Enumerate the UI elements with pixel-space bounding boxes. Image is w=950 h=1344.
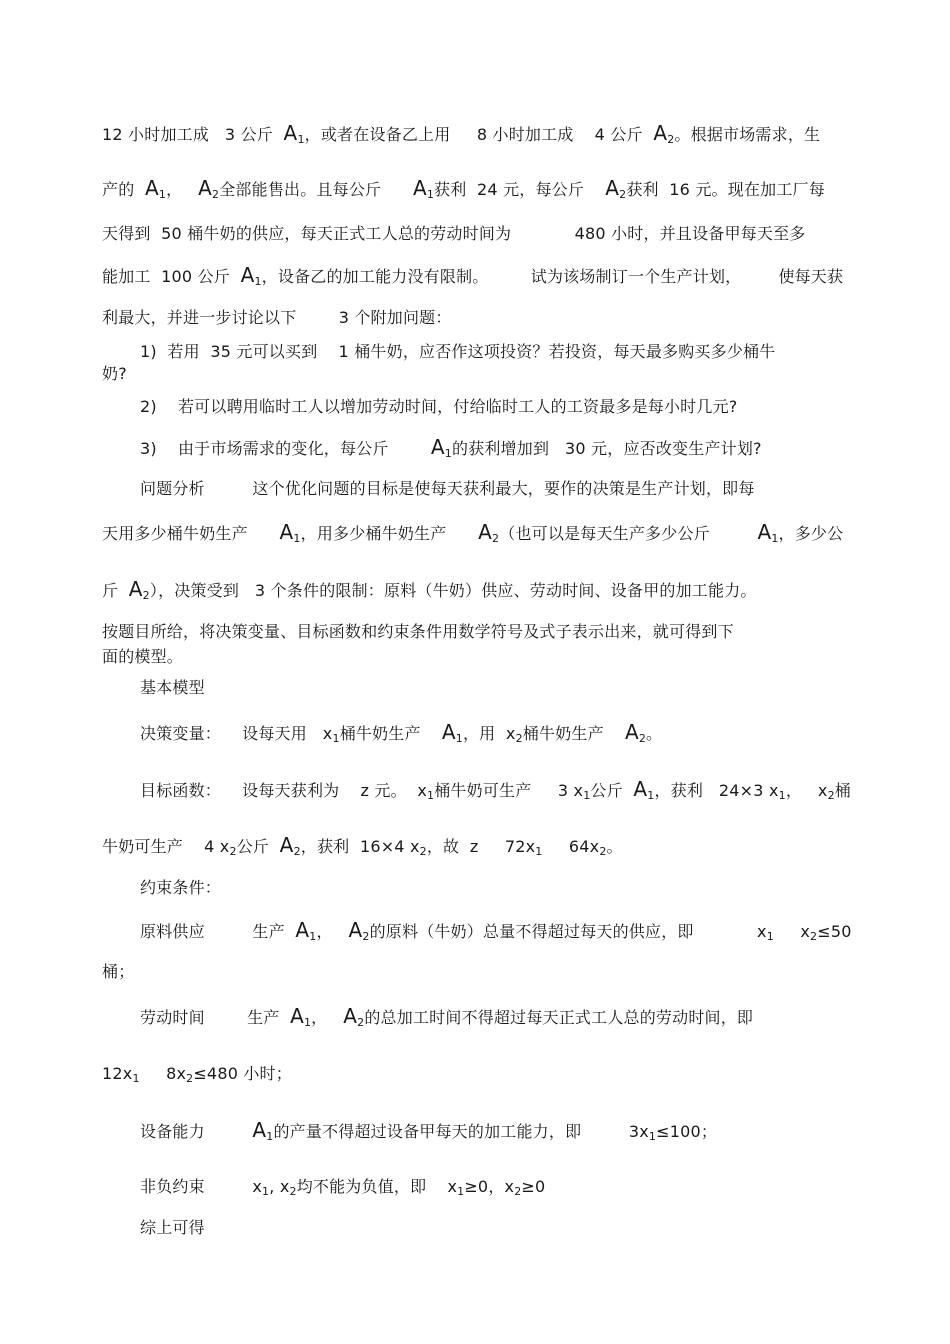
constraints-heading: 约束条件： xyxy=(140,878,222,897)
decision-variables: 决策变量： 设每天用 $x_1$桶牛奶生产 $A_1$，用 $x_2$桶牛奶生产 $A_2$。 xyxy=(140,720,663,745)
analysis-line-3: 斤 $A_2$），决策受到 3 个条件的限制：原料（牛奶）供应、劳动时间、设备甲的加工能力。 xyxy=(102,577,757,602)
summary-line: 综上可得 xyxy=(140,1218,205,1237)
constraint-equipment: 设备能力 $A_1$的产量不得超过设备甲每天的加工能力，即 $3x_1\le 100$； xyxy=(140,1118,718,1143)
constraint-raw-material-cont: 桶； xyxy=(102,962,135,981)
text-line-5: 利最大，并进一步讨论以下 3 个附加问题： xyxy=(102,308,452,327)
analysis-line-2: 天用多少桶牛奶生产 $A_1$，用多少桶牛奶生产 $A_2$（也可以是每天生产多少公斤 $A_1$，多少公 xyxy=(102,520,844,545)
question-1-cont: 奶? xyxy=(102,364,127,383)
question-1: 1) 若用 35 元可以买到 1 桶牛奶，应否作这项投资？若投资，每天最多购买多少桶牛 xyxy=(140,342,776,361)
question-3: 3) 由于市场需求的变化，每公斤 $A_1$的获利增加到 30 元，应否改变生产计划? xyxy=(140,435,762,460)
text-line-2: 产的 $A_1$， $A_2$全部能售出。且每公斤 $A_1$获利 24 元，每公斤 $A_2$获利 16 元。现在加工厂每 xyxy=(102,176,825,201)
analysis-line-4: 按题目所给，将决策变量、目标函数和约束条件用数学符号及式子表示出来，就可得到下 xyxy=(102,622,734,641)
constraint-nonnegative: 非负约束 $x_1$, $x_2$均不能为负值，即 $x_1\ge 0$，$x_2\ge 0$ xyxy=(140,1177,546,1198)
section-basic-model: 基本模型 xyxy=(140,678,205,697)
analysis-line-5: 面的模型。 xyxy=(102,647,184,666)
problem-analysis: 问题分析 这个优化问题的目标是使每天获利最大，要作的决策是生产计划，即每 xyxy=(140,479,755,498)
objective-function: 目标函数： 设每天获利为 z 元。 $x_1$桶牛奶可生产 3 $x_1$公斤 $A_1$，获利 24×3 $x_1$， $x_2$桶 xyxy=(140,777,851,802)
text-line-1: 12 小时加工成 3 公斤 $A_1$，或者在设备乙上用 8 小时加工成 4 公斤 $A_2$。根据市场需求，生 xyxy=(102,121,821,146)
constraint-labor: 劳动时间 生产 $A_1$， $A_2$的总加工时间不得超过每天正式工人总的劳动时间，即 xyxy=(140,1004,754,1029)
objective-function-cont: 牛奶可生产 4 $x_2$公斤 $A_2$，获利 16×4 $x_2$，故 z $72x_1$ $64x_2$。 xyxy=(102,833,623,858)
text-line-3: 天得到 50 桶牛奶的供应，每天正式工人总的劳动时间为 480 小时，并且设备甲每天至多 xyxy=(102,224,806,243)
text-line-4: 能加工 100 公斤 $A_1$，设备乙的加工能力没有限制。 试为该场制订一个生产计划， 使每天获 xyxy=(102,263,844,288)
question-2: 2) 若可以聘用临时工人以增加劳动时间，付给临时工人的工资最多是每小时几元? xyxy=(140,397,738,416)
constraint-raw-material: 原料供应 生产 $A_1$， $A_2$的原料（牛奶）总量不得超过每天的供应，即 $x_1$ $x_2\le 50$ xyxy=(140,918,852,943)
constraint-labor-formula: $12x_1$ $8x_2\le 480$ 小时； xyxy=(102,1064,292,1085)
